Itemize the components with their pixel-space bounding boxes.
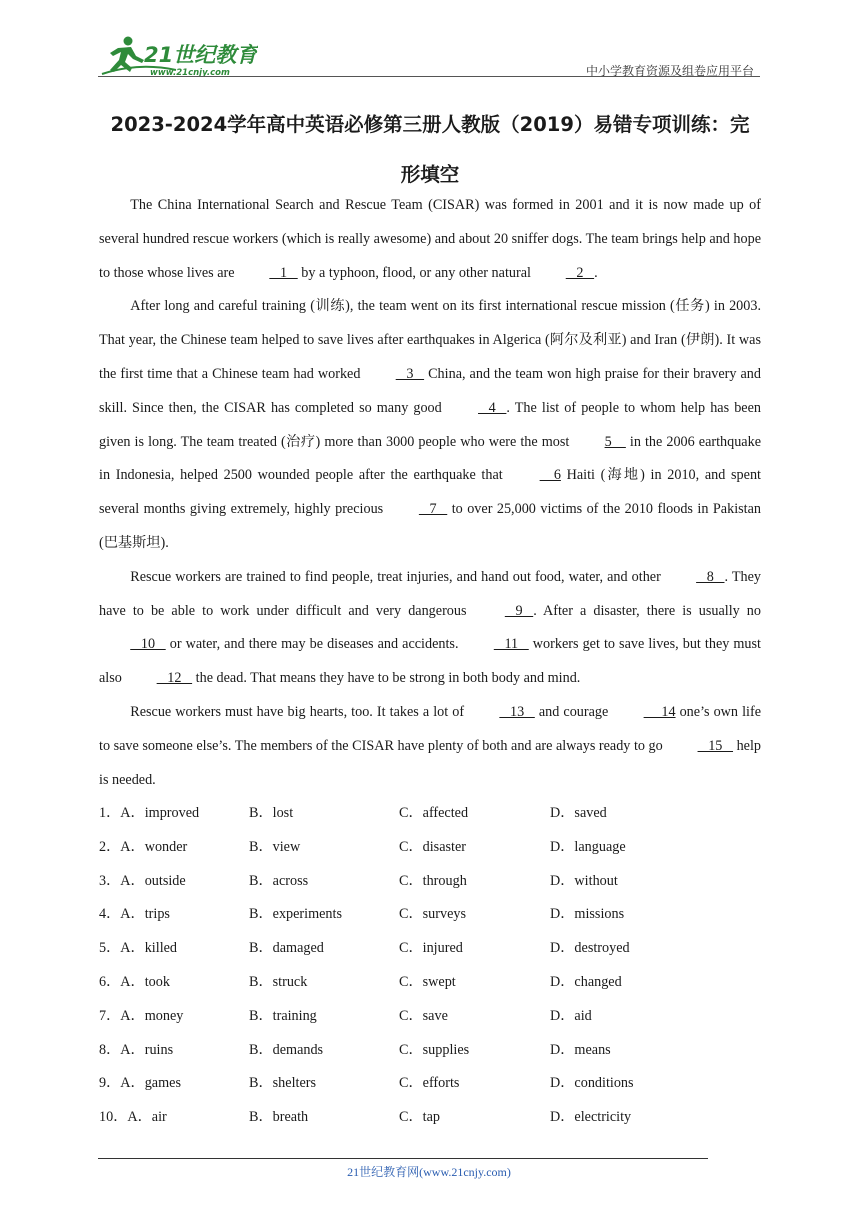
paragraph-1: The China International Search and Rescue Team (CISAR) was formed in 2001 and it is now made up of several hundred rescue workers (which is really awesome) and about 20 sniffer dogs. The team brings help and hope to those whose lives are 1 by a typhoon, flood, or any other natural 2 . xyxy=(99,189,761,290)
option-a: 4．A．trips xyxy=(99,906,170,923)
blank-11: 11 xyxy=(493,636,529,653)
option-b: B．breath xyxy=(249,1109,309,1126)
blank-2: 2 xyxy=(565,264,595,281)
passage xyxy=(99,189,761,797)
question-row-9 xyxy=(99,1067,761,1101)
blank-9: 9 xyxy=(504,602,534,619)
option-b: B．view xyxy=(249,838,301,855)
option-c: C．swept xyxy=(399,973,456,990)
option-c: C．save xyxy=(399,1007,448,1024)
option-c: C．through xyxy=(399,872,467,889)
option-c: C．disaster xyxy=(399,838,466,855)
option-b: B．struck xyxy=(249,973,308,990)
paragraph-4: Rescue workers must have big hearts, too. It takes a lot of 13 and courage 14 one’s own life to save someone else’s. The members of the CISAR have plenty of both and are always ready to go 15 help is needed. xyxy=(99,696,761,797)
title-line-1: 2023-2024学年高中英语必修第三册人教版（2019）易错专项训练：完 xyxy=(110,113,750,136)
blank-3: 3 xyxy=(395,365,425,382)
option-d: D．destroyed xyxy=(550,940,630,957)
option-a: 5．A．killed xyxy=(99,940,178,957)
question-row-4 xyxy=(99,898,761,932)
option-b: B．lost xyxy=(249,805,294,821)
option-d: D．saved xyxy=(550,805,607,821)
footer-divider xyxy=(98,1158,708,1159)
question-row-7 xyxy=(99,1000,761,1034)
option-b: B．across xyxy=(249,872,309,889)
option-d: D．electricity xyxy=(550,1109,632,1126)
option-d: D．language xyxy=(550,838,626,855)
option-c: C．efforts xyxy=(399,1075,460,1092)
blank-14: 14 xyxy=(643,703,676,720)
option-a: 2．A．wonder xyxy=(99,838,188,855)
option-a: 9．A．games xyxy=(99,1075,181,1092)
question-row-8 xyxy=(99,1034,761,1068)
option-b: B．demands xyxy=(249,1041,324,1058)
option-b: B．experiments xyxy=(249,906,342,923)
answer-options xyxy=(99,797,761,1135)
paragraph-2: After long and careful training (训练), the team went on its first international rescue mission (任务) in 2003. That year, the Chinese team helped to save lives after earthquakes in Algerica (阿尔及利亚) and Iran (伊朗). It was the first time that a Chinese team had worked 3 China, and the team won high praise for their bravery and skill. Since then, the CISAR has completed so many good 4 . The list of people to whom help has been given is long. The team treated (治疗) more than 3000 people who were the most 5 in the 2006 earthquake in Indonesia, helped 2500 wounded people after the earthquake that 6 Haiti (海地) in 2010, and spent several months giving extremely, highly precious 7 to over 25,000 victims of the 2010 floods in Pakistan (巴基斯坦). xyxy=(99,298,761,551)
blank-13: 13 xyxy=(499,703,535,720)
header-divider xyxy=(98,76,760,77)
paragraph-3: Rescue workers are trained to find people, treat injuries, and hand out food, water, and other 8 . They have to be able to work under difficult and very dangerous 9 . After a disaster, there is usually no 10 or water, and there may be diseases and accidents. 11 workers get to save lives, but they must also 12 the dead. That means they have to be strong in both body and mind. xyxy=(99,561,761,696)
option-a: 10．A．air xyxy=(99,1109,167,1126)
question-row-1 xyxy=(99,797,761,831)
option-c: C．injured xyxy=(399,940,463,957)
page-title xyxy=(98,100,762,200)
title-line-2: 形填空 xyxy=(400,163,460,186)
blank-4: 4 xyxy=(478,399,507,416)
option-d: D．means xyxy=(550,1041,611,1058)
blank-1: 1 xyxy=(269,264,298,281)
blank-5: 5 xyxy=(604,433,626,450)
blank-7: 7 xyxy=(418,501,448,518)
option-d: D．conditions xyxy=(550,1075,634,1092)
blank-15: 15 xyxy=(697,737,734,754)
question-row-2 xyxy=(99,831,761,865)
platform-name: 中小学教育资源及组卷应用平台 xyxy=(585,64,754,78)
option-b: B．training xyxy=(249,1007,317,1024)
option-a: 7．A．money xyxy=(99,1007,184,1024)
option-a: 8．A．ruins xyxy=(99,1041,174,1058)
question-row-10 xyxy=(99,1101,761,1135)
blank-6: 6 xyxy=(539,467,561,484)
option-c: C．affected xyxy=(399,805,469,821)
option-a: 1．A．improved xyxy=(99,805,200,821)
question-row-5 xyxy=(99,932,761,966)
option-c: C．surveys xyxy=(399,906,466,923)
option-c: C．tap xyxy=(399,1109,440,1126)
option-b: B．shelters xyxy=(249,1075,316,1092)
blank-12: 12 xyxy=(156,670,193,687)
blank-10: 10 xyxy=(130,636,166,653)
option-a: 3．A．outside xyxy=(99,872,186,889)
logo-url: www.21cnjy.com xyxy=(150,68,230,78)
logo xyxy=(98,32,258,78)
option-d: D．without xyxy=(550,872,618,889)
option-d: D．changed xyxy=(550,973,622,990)
logo-text: 21世纪教育 xyxy=(144,43,258,67)
question-row-3 xyxy=(99,865,761,899)
option-b: B．damaged xyxy=(249,940,324,957)
page-header xyxy=(98,30,760,78)
option-a: 6．A．took xyxy=(99,973,170,990)
footer-link[interactable]: 21世纪教育网(www.21cnjy.com) xyxy=(347,1165,511,1179)
question-row-6 xyxy=(99,966,761,1000)
blank-8: 8 xyxy=(696,568,725,585)
option-d: D．aid xyxy=(550,1007,592,1024)
option-d: D．missions xyxy=(550,906,625,923)
option-c: C．supplies xyxy=(399,1041,470,1058)
